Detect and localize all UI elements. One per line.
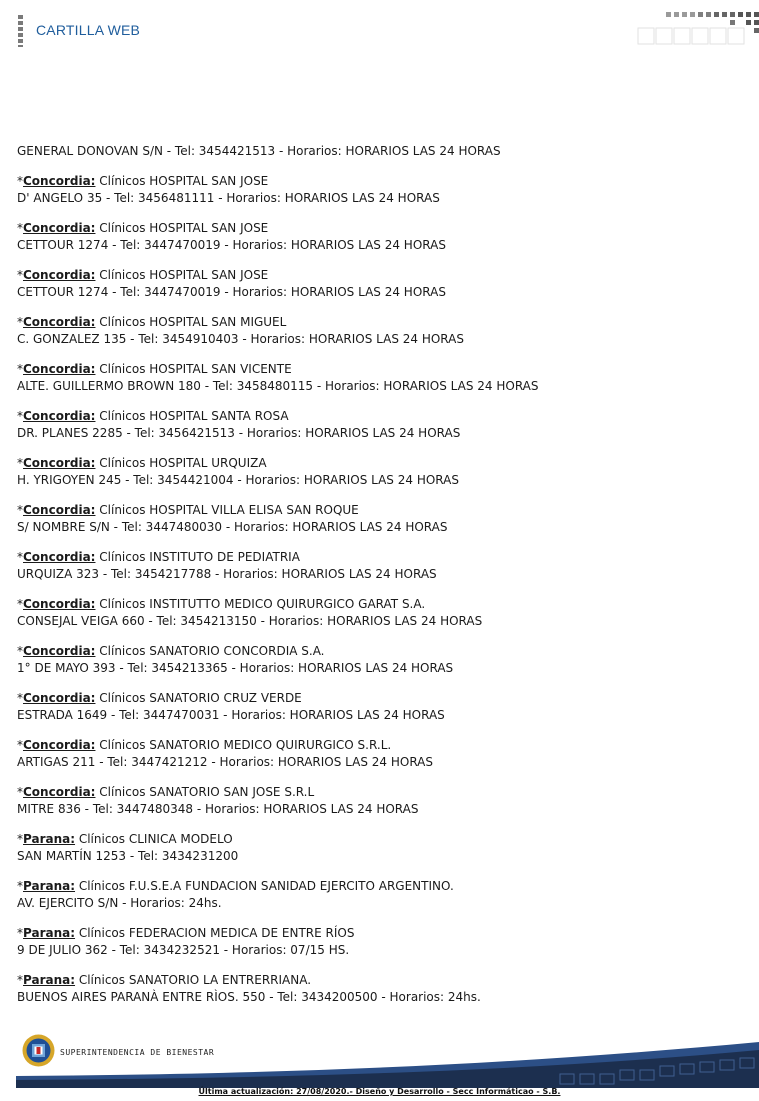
city-label: Concordia:	[23, 644, 96, 658]
city-label: Concordia:	[23, 691, 96, 705]
provider-entry	[17, 690, 747, 724]
page-title: CARTILLA WEB	[36, 22, 141, 38]
provider-title-line	[17, 737, 747, 754]
provider-title-line	[17, 173, 747, 190]
city-label: Parana:	[23, 973, 76, 987]
provider-detail-line: ARTIGAS 211 - Tel: 3447421212 - Horarios: HORARIOS LAS 24 HORAS	[17, 755, 434, 769]
provider-name: Clínicos HOSPITAL URQUIZA	[95, 456, 267, 470]
city-label: Concordia:	[23, 174, 96, 188]
entry-bullet: *	[17, 785, 23, 799]
provider-name: Clínicos SANATORIO LA ENTRERRIANA.	[75, 973, 312, 987]
entry-bullet: *	[17, 597, 23, 611]
city-label: Concordia:	[23, 315, 96, 329]
provider-title-line	[17, 878, 747, 895]
footer-organization-name: SUPERINTENDENCIA DE BIENESTAR	[60, 1048, 215, 1057]
provider-name: Clínicos HOSPITAL SAN JOSE	[95, 268, 269, 282]
provider-entry	[17, 314, 747, 348]
city-label: Concordia:	[23, 503, 96, 517]
entry-bullet: *	[17, 550, 23, 564]
city-label: Parana:	[23, 832, 76, 846]
provider-name: Clínicos HOSPITAL SAN VICENTE	[95, 362, 292, 376]
city-label: Concordia:	[23, 785, 96, 799]
provider-detail-line: ESTRADA 1649 - Tel: 3447470031 - Horarios: HORARIOS LAS 24 HORAS	[17, 708, 445, 722]
entry-bullet: *	[17, 879, 23, 893]
provider-entry	[17, 643, 747, 677]
provider-entry	[17, 549, 747, 583]
city-label: Concordia:	[23, 221, 96, 235]
page-header	[0, 0, 759, 60]
provider-detail-line: GENERAL DONOVAN S/N - Tel: 3454421513 - Horarios: HORARIOS LAS 24 HORAS	[17, 144, 501, 158]
entry-bullet: *	[17, 268, 23, 282]
provider-name: Clínicos SANATORIO MEDICO QUIRURGICO S.R.L.	[95, 738, 392, 752]
provider-detail-line: H. YRIGOYEN 245 - Tel: 3454421004 - Horarios: HORARIOS LAS 24 HORAS	[17, 473, 459, 487]
institution-seal-icon	[22, 1034, 55, 1067]
footer-update-note: Última actualización: 27/08/2020.- Diseño y Desarrollo - Secc Informáticao - S.B.	[198, 1087, 561, 1096]
provider-title-line	[17, 596, 747, 613]
provider-title-line	[17, 267, 747, 284]
city-label: Concordia:	[23, 362, 96, 376]
provider-entry	[17, 878, 747, 912]
provider-detail-line: URQUIZA 323 - Tel: 3454217788 - Horarios: HORARIOS LAS 24 HORAS	[17, 567, 437, 581]
provider-detail-line: S/ NOMBRE S/N - Tel: 3447480030 - Horarios: HORARIOS LAS 24 HORAS	[17, 520, 448, 534]
provider-name: Clínicos HOSPITAL SAN MIGUEL	[95, 315, 287, 329]
provider-title-line	[17, 220, 747, 237]
provider-name: Clínicos HOSPITAL SANTA ROSA	[95, 409, 289, 423]
provider-title-line	[17, 361, 747, 378]
provider-name: Clínicos HOSPITAL SAN JOSE	[95, 174, 269, 188]
provider-entry	[17, 220, 747, 254]
entry-bullet: *	[17, 926, 23, 940]
provider-title-line	[17, 925, 747, 942]
provider-list	[17, 143, 747, 1019]
provider-name: Clínicos FEDERACION MEDICA DE ENTRE RÍOS	[75, 926, 355, 940]
city-label: Concordia:	[23, 409, 96, 423]
header-decoration-grid-icon	[636, 12, 759, 46]
city-label: Parana:	[23, 926, 76, 940]
provider-entry	[17, 455, 747, 489]
provider-detail-line: C. GONZALEZ 135 - Tel: 3454910403 - Horarios: HORARIOS LAS 24 HORAS	[17, 332, 464, 346]
provider-detail-line: D' ANGELO 35 - Tel: 3456481111 - Horarios: HORARIOS LAS 24 HORAS	[17, 191, 440, 205]
provider-entry	[17, 596, 747, 630]
provider-detail-line: 1° DE MAYO 393 - Tel: 3454213365 - Horarios: HORARIOS LAS 24 HORAS	[17, 661, 454, 675]
provider-entry	[17, 173, 747, 207]
provider-name: Clínicos SANATORIO CONCORDIA S.A.	[95, 644, 325, 658]
provider-detail-line: CONSEJAL VEIGA 660 - Tel: 3454213150 - Horarios: HORARIOS LAS 24 HORAS	[17, 614, 483, 628]
city-label: Concordia:	[23, 268, 96, 282]
provider-entry	[17, 925, 747, 959]
entry-bullet: *	[17, 409, 23, 423]
city-label: Concordia:	[23, 738, 96, 752]
provider-title-line	[17, 831, 747, 848]
city-label: Concordia:	[23, 597, 96, 611]
provider-entry	[17, 972, 747, 1006]
entry-bullet: *	[17, 644, 23, 658]
provider-entry	[17, 737, 747, 771]
footer-wave-band	[0, 1038, 759, 1088]
provider-entry	[17, 784, 747, 818]
provider-title-line	[17, 408, 747, 425]
provider-entry	[17, 361, 747, 395]
page-footer	[0, 1028, 759, 1101]
entry-bullet: *	[17, 503, 23, 517]
provider-detail-line: SAN MARTÍN 1253 - Tel: 3434231200	[17, 849, 239, 863]
provider-title-line	[17, 972, 747, 989]
entry-bullet: *	[17, 174, 23, 188]
provider-name: Clínicos SANATORIO SAN JOSE S.R.L	[95, 785, 315, 799]
entry-bullet: *	[17, 456, 23, 470]
provider-detail-line: AV. EJERCITO S/N - Horarios: 24hs.	[17, 896, 222, 910]
provider-entry	[17, 267, 747, 301]
entry-bullet: *	[17, 362, 23, 376]
entry-bullet: *	[17, 973, 23, 987]
provider-name: Clínicos SANATORIO CRUZ VERDE	[95, 691, 302, 705]
provider-detail-line: 9 DE JULIO 362 - Tel: 3434232521 - Horarios: 07/15 HS.	[17, 943, 350, 957]
entry-bullet: *	[17, 738, 23, 752]
city-label: Concordia:	[23, 550, 96, 564]
city-label: Parana:	[23, 879, 76, 893]
provider-entry	[17, 408, 747, 442]
provider-name: Clínicos HOSPITAL VILLA ELISA SAN ROQUE	[95, 503, 359, 517]
provider-detail-line: CETTOUR 1274 - Tel: 3447470019 - Horarios: HORARIOS LAS 24 HORAS	[17, 238, 446, 252]
provider-detail-line: DR. PLANES 2285 - Tel: 3456421513 - Horarios: HORARIOS LAS 24 HORAS	[17, 426, 461, 440]
provider-entry	[17, 831, 747, 865]
entry-bullet: *	[17, 221, 23, 235]
provider-title-line	[17, 455, 747, 472]
provider-name: Clínicos HOSPITAL SAN JOSE	[95, 221, 269, 235]
entry-bullet: *	[17, 315, 23, 329]
entry-bullet: *	[17, 691, 23, 705]
header-accent-bar	[18, 15, 23, 47]
provider-title-line	[17, 784, 747, 801]
provider-title-line	[17, 690, 747, 707]
provider-name: Clínicos F.U.S.E.A FUNDACION SANIDAD EJERCITO ARGENTINO.	[75, 879, 454, 893]
provider-name: Clínicos CLINICA MODELO	[75, 832, 233, 846]
provider-entry	[17, 502, 747, 536]
provider-detail-line: CETTOUR 1274 - Tel: 3447470019 - Horarios: HORARIOS LAS 24 HORAS	[17, 285, 446, 299]
provider-title-line	[17, 643, 747, 660]
provider-detail-line: MITRE 836 - Tel: 3447480348 - Horarios: HORARIOS LAS 24 HORAS	[17, 802, 419, 816]
provider-title-line	[17, 314, 747, 331]
provider-title-line	[17, 502, 747, 519]
provider-name: Clínicos INSTITUTO DE PEDIATRIA	[95, 550, 300, 564]
entry-bullet: *	[17, 832, 23, 846]
provider-title-line	[17, 549, 747, 566]
provider-name: Clínicos INSTITUTTO MEDICO QUIRURGICO GARAT S.A.	[95, 597, 426, 611]
city-label: Concordia:	[23, 456, 96, 470]
provider-detail-line: ALTE. GUILLERMO BROWN 180 - Tel: 3458480115 - Horarios: HORARIOS LAS 24 HORAS	[17, 379, 539, 393]
provider-detail-line: BUENOS AIRES PARANÀ ENTRE RÌOS. 550 - Tel: 3434200500 - Horarios: 24hs.	[17, 990, 481, 1004]
